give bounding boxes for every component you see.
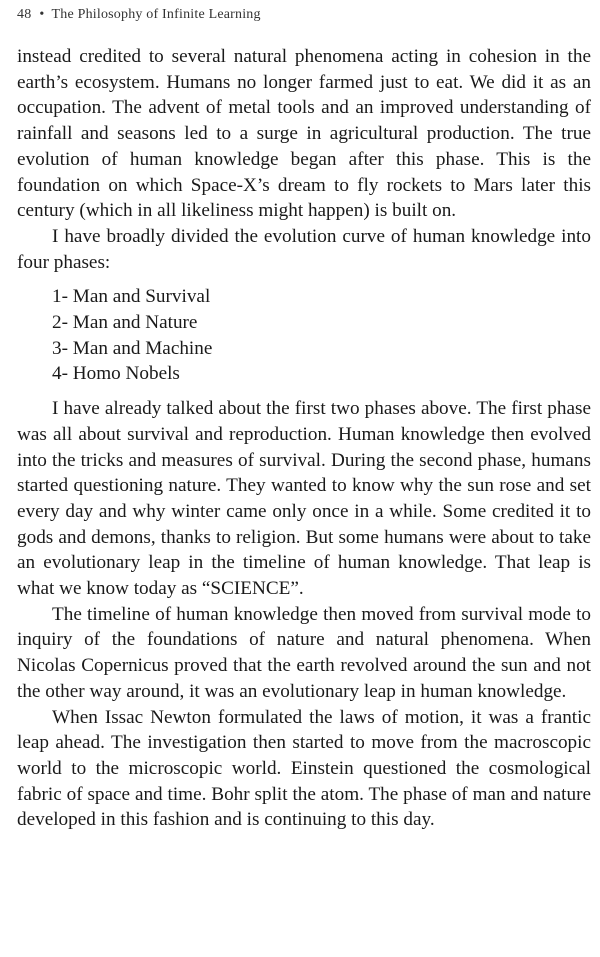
running-header [17,7,261,23]
paragraph-first-two-phases: I have already talked about the first two phases above. The first phase was all about survival and reproduction. Human knowledge then evolved into the tricks and measures of survival. During the second phase, humans started questioning nature. They wanted to know why the sun rose and set every day and why winter came only once in a while. Some credited it to gods and demons, thanks to religion. But some humans were about to take an evolutionary leap in the timeline of human knowledge. That leap is what we know today as “SCIENCE”. [17,398,591,600]
paragraph-newton: When Issac Newton formulated the laws of motion, it was a frantic leap ahead. The investigation then started to move from the macroscopic world to the microscopic world. Einstein questioned the cosmological fabric of space and time. Bohr split the atom. The phase of man and nature developed in this fashion and is continuing to this day. [17,706,591,831]
book-title: The Philosophy of Infinite Learning [51,7,261,22]
page-number: 48 [17,7,32,22]
body-text [17,44,591,833]
list-item: 2- Man and Nature [52,312,198,334]
list-item: 1- Man and Survival [52,286,211,308]
paragraph-continued: instead credited to several natural phenomena acting in cohesion in the earth’s ecosystem. Humans no longer farmed just to eat. We did it as an occupation. The advent of metal tools and an improved understanding of rainfall and seasons led to a surge in agricultural production. The true evolution of human knowledge began after this phase. This is the foundation on which Space-X’s dream to fly rockets to Mars later this century (which in all likeliness might happen) is built on. [17,46,591,222]
header-bullet: • [39,7,45,22]
list-item: 4- Homo Nobels [52,363,180,385]
paragraph-phases-intro: I have broadly divided the evolution curve of human knowledge into four phases: [17,225,591,273]
paragraph-copernicus: The timeline of human knowledge then moved from survival mode to inquiry of the foundations of nature and natural phenomena. When Nicolas Copernicus proved that the earth revolved around the sun and not the other way around, it was an evolutionary leap in human knowledge. [17,603,591,702]
phases-list [52,284,591,387]
list-item: 3- Man and Machine [52,337,213,359]
